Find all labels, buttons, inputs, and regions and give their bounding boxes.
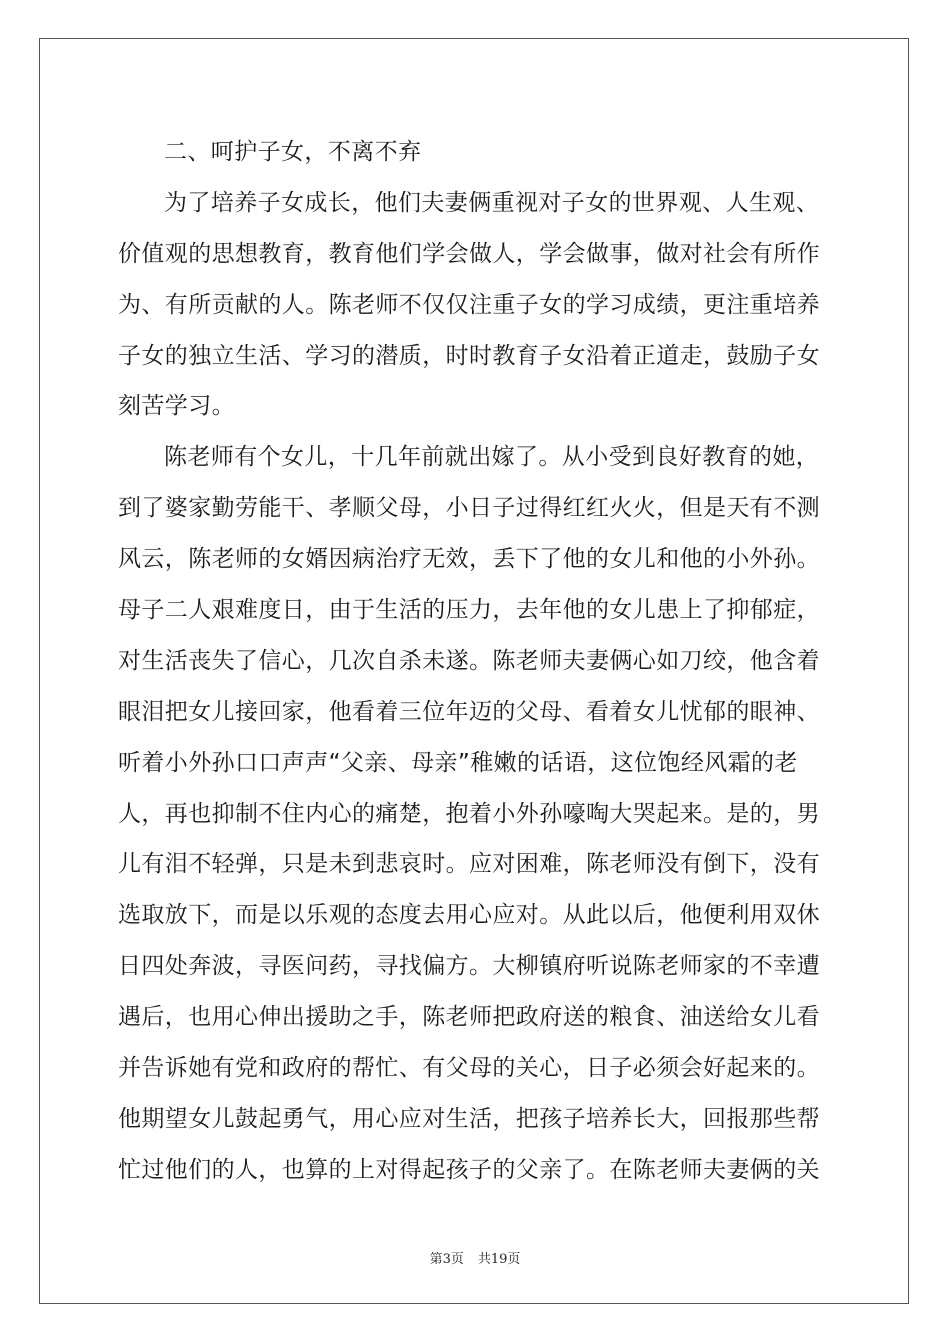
paragraph-line: 听着小外孙口口声声“父亲、母亲”稚嫩的话语，这位饱经风霜的老 [118, 749, 798, 776]
paragraph-line: 为、有所贡献的人。陈老师不仅仅注重子女的学习成绩，更注重培养 [118, 291, 820, 318]
paragraph-line: 遇后，也用心伸出援助之手，陈老师把政府送的粮食、油送给女儿看 [118, 1004, 820, 1031]
paragraph-line: 刻苦学习。 [118, 393, 235, 420]
paragraph-line: 日四处奔波，寻医问药，寻找偏方。大柳镇府听说陈老师家的不幸遭 [118, 953, 820, 980]
paragraph-line: 人，再也抑制不住内心的痛楚，抱着小外孙嚎啕大哭起来。是的，男 [118, 800, 820, 827]
paragraph-line: 并告诉她有党和政府的帮忙、有父母的关心，日子必须会好起来的。 [118, 1055, 820, 1082]
paragraph-line: 母子二人艰难度日，由于生活的压力，去年他的女儿患上了抑郁症， [118, 597, 820, 624]
paragraph-line: 忙过他们的人，也算的上对得起孩子的父亲了。在陈老师夫妻俩的关 [118, 1156, 820, 1183]
paragraph-line: 子女的独立生活、学习的潜质，时时教育子女沿着正道走，鼓励子女 [118, 342, 820, 369]
paragraph-line: 为了培养子女成长，他们夫妻俩重视对子女的世界观、人生观、 [164, 189, 820, 216]
page-footer [0, 1248, 950, 1267]
document-body [118, 127, 832, 1196]
page-total: 共19页 [477, 1252, 521, 1267]
paragraph-line: 眼泪把女儿接回家，他看着三位年迈的父母、看着女儿忧郁的眼神、 [118, 698, 820, 725]
paragraph-line: 到了婆家勤劳能干、孝顺父母，小日子过得红红火火，但是天有不测 [118, 495, 820, 522]
paragraph-line: 选取放下，而是以乐观的态度去用心应对。从此以后，他便利用双休 [118, 902, 820, 929]
paragraph-line: 儿有泪不轻弹，只是未到悲哀时。应对困难，陈老师没有倒下，没有 [118, 851, 820, 878]
paragraph-line: 对生活丧失了信心，几次自杀未遂。陈老师夫妻俩心如刀绞，他含着 [118, 647, 820, 674]
paragraph-line: 风云，陈老师的女婿因病治疗无效，丢下了他的女儿和他的小外孙。 [118, 546, 820, 573]
paragraph-line: 陈老师有个女儿，十几年前就出嫁了。从小受到良好教育的她， [164, 444, 820, 471]
paragraph-line: 他期望女儿鼓起勇气，用心应对生活，把孩子培养长大，回报那些帮 [118, 1105, 820, 1132]
section-heading: 二、呵护子女，不离不弃 [164, 139, 422, 165]
page-number: 第3页 [429, 1252, 464, 1267]
paragraph-line: 价值观的思想教育，教育他们学会做人，学会做事，做对社会有所作 [118, 240, 820, 267]
